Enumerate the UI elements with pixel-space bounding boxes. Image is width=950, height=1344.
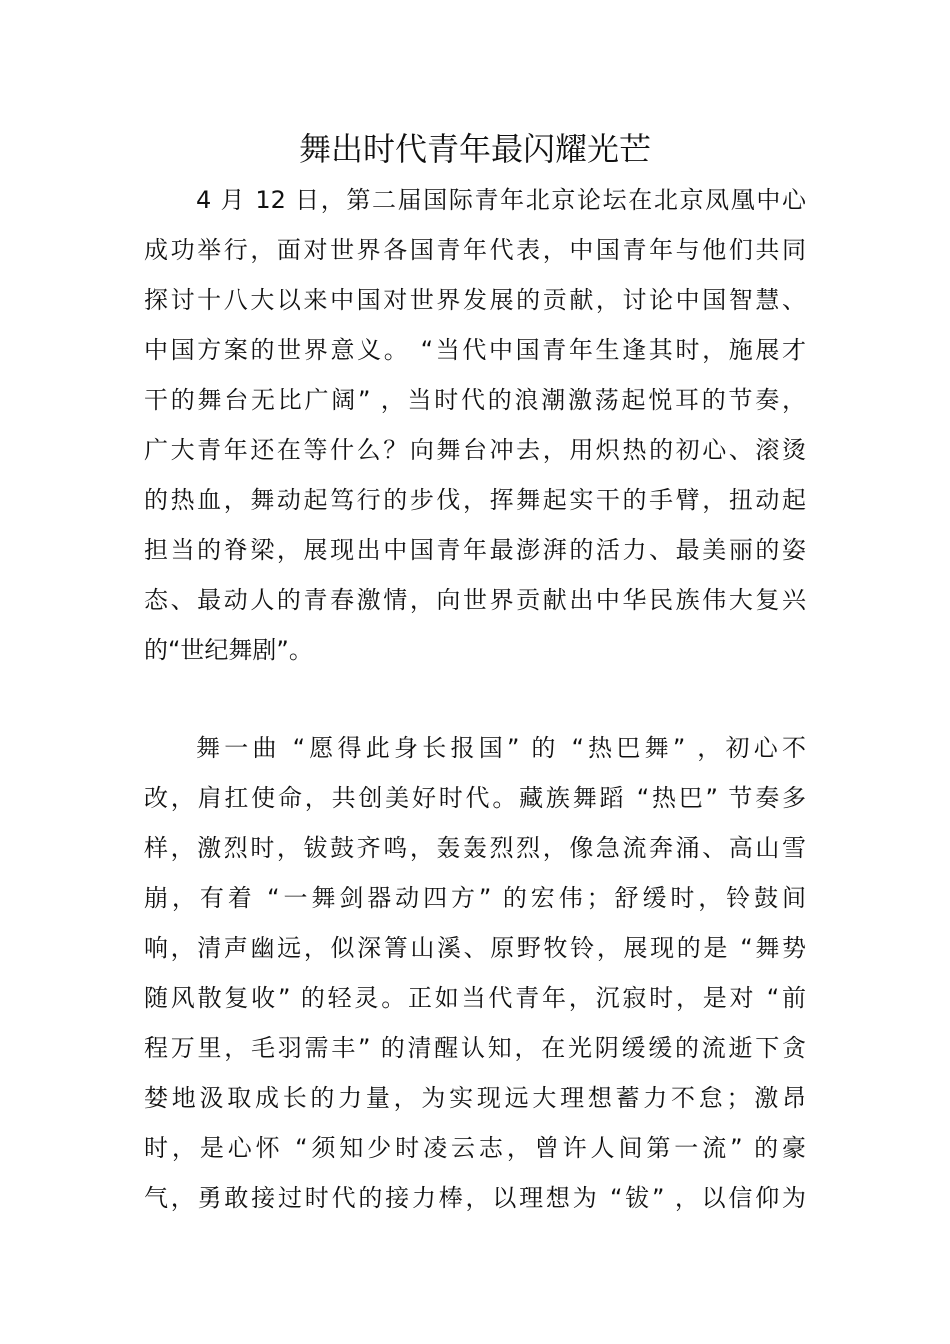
paragraph-line: 样，激烈时，钹鼓齐鸣，轰轰烈烈，像急流奔涌、高山雪 — [144, 834, 806, 862]
paragraph-line: 中国方案的世界意义。 “当代中国青年生逢其时，施展才 — [144, 336, 806, 364]
paragraph-line: 干的舞台无比广阔” ，当时代的浪潮激荡起悦耳的节奏， — [144, 386, 806, 414]
paragraph-line: 担当的脊梁，展现出中国青年最澎湃的活力、最美丽的姿 — [144, 536, 806, 564]
paragraph-line: 响，清声幽远，似深箐山溪、原野牧铃，展现的是 “舞势 — [144, 934, 806, 962]
paragraph-line: 崩，有着 “一舞剑器动四方” 的宏伟；舒缓时，铃鼓间 — [144, 884, 806, 912]
paragraph-line: 广大青年还在等什么？向舞台冲去，用炽热的初心、滚烫 — [144, 436, 806, 464]
paragraph-line: 婪地汲取成长的力量，为实现远大理想蓄力不怠；激昂 — [144, 1084, 806, 1112]
paragraph-line: 态、最动人的青春激情，向世界贡献出中华民族伟大复兴 — [144, 586, 806, 614]
paragraph-line: 的“世纪舞剧”。 — [144, 636, 313, 664]
document-title: 舞出时代青年最闪耀光芒 — [298, 130, 651, 168]
paragraph-line: 时，是心怀 “须知少时凌云志，曾许人间第一流” 的豪 — [144, 1134, 806, 1162]
paragraph-line: 探讨十八大以来中国对世界发展的贡献，讨论中国智慧、 — [144, 286, 806, 314]
paragraph-line: 改，肩扛使命，共创美好时代。藏族舞蹈 “热巴” 节奏多 — [144, 784, 806, 812]
paragraph-line: 的热血，舞动起笃行的步伐，挥舞起实干的手臂，扭动起 — [144, 486, 806, 514]
paragraph-line: 舞一曲 “愿得此身长报国” 的 “热巴舞” ，初心不 — [196, 734, 806, 762]
paragraph-line: 4 月 12 日，第二届国际青年北京论坛在北京凤凰中心 — [196, 186, 806, 214]
paragraph-line: 随风散复收” 的轻灵。正如当代青年，沉寂时，是对 “前 — [144, 984, 806, 1012]
paragraph-line: 程万里，毛羽需丰” 的清醒认知，在光阴缓缓的流逝下贪 — [144, 1034, 806, 1062]
paragraph-line: 气，勇敢接过时代的接力棒，以理想为 “钹” ，以信仰为 — [144, 1184, 806, 1212]
paragraph-line: 成功举行，面对世界各国青年代表，中国青年与他们共同 — [144, 236, 806, 264]
